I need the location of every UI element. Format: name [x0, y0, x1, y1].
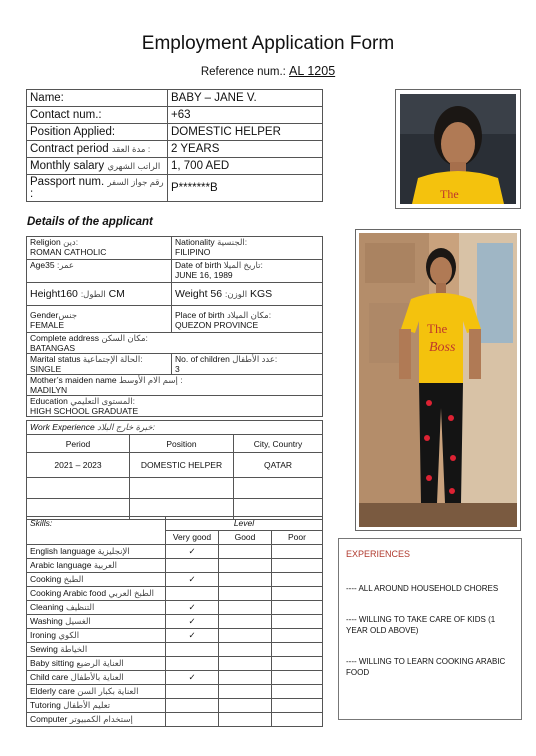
experience-item: ---- WILLING TO LEARN COOKING ARABIC FOOD [346, 657, 506, 677]
religion-value: ROMAN CATHOLIC [30, 247, 107, 257]
skill-level-cell [219, 629, 272, 643]
skill-level-cell [166, 699, 219, 713]
skill-row [27, 699, 323, 713]
summary-row-contact [27, 107, 323, 124]
work-col-period: Period [27, 435, 130, 453]
skill-name-cell [27, 699, 166, 713]
pob-value: QUEZON PROVINCE [175, 320, 259, 330]
skill-name: Ironing [30, 630, 56, 640]
skill-row [27, 713, 323, 727]
work-heading: Work Experience [30, 422, 95, 432]
reference-label: Reference num.: [200, 66, 286, 78]
level-good: Good [219, 531, 272, 545]
check-icon: ✓ [188, 546, 196, 556]
level-very-good: Very good [166, 531, 219, 545]
skill-name: English language [30, 546, 96, 556]
nationality-label-ar: الجنسية: [217, 237, 248, 247]
skill-level-cell [272, 629, 323, 643]
skill-level-cell [166, 685, 219, 699]
height-value: 160 CM [60, 288, 125, 300]
passport-label-colon: : [30, 188, 34, 200]
gender-cell [27, 306, 172, 333]
skill-name-ar: الطبخ [63, 574, 84, 584]
mother-value: MADILYN [30, 385, 68, 395]
salary-label: Monthly salary [30, 160, 105, 172]
work-col-city: City, Country [234, 435, 323, 453]
skill-name-cell [27, 545, 166, 559]
skill-level-cell [219, 713, 272, 727]
height-cell [27, 283, 172, 306]
shirt-text-boss: Boss [429, 340, 456, 355]
dob-cell [172, 260, 323, 283]
salary-value: 1, 700 AED [168, 158, 323, 175]
skill-row [27, 587, 323, 601]
children-cell [172, 354, 323, 375]
summary-row-passport [27, 175, 323, 202]
skill-name-cell [27, 587, 166, 601]
skill-name-cell [27, 685, 166, 699]
skill-name-cell [27, 671, 166, 685]
work-period: 2021 – 2023 [27, 453, 130, 478]
summary-row-salary [27, 158, 323, 175]
full-body-photo-image [359, 233, 517, 527]
reference-line [0, 64, 536, 78]
skill-level-cell [219, 573, 272, 587]
skill-row [27, 615, 323, 629]
skill-level-cell [219, 685, 272, 699]
work-experience-table [26, 420, 323, 520]
skill-name: Arabic language [30, 560, 92, 570]
skill-level-cell [272, 615, 323, 629]
skill-name-ar: العناية بالأطفال [70, 672, 124, 682]
experiences-box [338, 538, 522, 720]
check-icon: ✓ [188, 672, 196, 682]
skill-level-cell [272, 587, 323, 601]
summary-table [26, 89, 323, 202]
skill-level-cell [219, 643, 272, 657]
children-label-ar: عدد الأطفال: [232, 354, 278, 364]
skill-level-cell [166, 573, 219, 587]
skill-name: Cooking [30, 574, 62, 584]
pob-label: Place of birth [175, 310, 225, 320]
name-value: BABY – JANE V. [168, 90, 323, 107]
work-row [27, 478, 323, 499]
skill-level-cell [219, 545, 272, 559]
skill-name-ar: العناية الرضيع [76, 658, 124, 668]
skill-level-cell [219, 615, 272, 629]
contract-label: Contract period [30, 143, 109, 155]
nationality-label: Nationality [175, 237, 215, 247]
skill-name-ar: الغسيل [65, 616, 91, 626]
skill-name: Washing [30, 616, 63, 626]
skill-name-cell [27, 657, 166, 671]
age-label-ar: عمر: [56, 260, 75, 270]
skill-level-cell [219, 657, 272, 671]
work-city: QATAR [234, 453, 323, 478]
passport-label: Passport num. [30, 176, 105, 188]
experience-item: ---- WILLING TO TAKE CARE OF KIDS (1 YEAR OLD ABOVE) [346, 615, 496, 635]
applicant-full-body-photo [355, 229, 521, 531]
contact-label: Contact num.: [30, 109, 102, 121]
portrait-shirt-text: The [440, 187, 459, 201]
skill-row [27, 643, 323, 657]
age-value: 35 [45, 260, 55, 270]
skill-name-ar: العربية [93, 560, 118, 570]
education-label-ar: المستوى التعليمي: [70, 396, 135, 406]
weight-label-ar: الوزن: [225, 289, 248, 299]
skill-level-cell [166, 545, 219, 559]
skill-name: Sewing [30, 644, 58, 654]
skill-row [27, 573, 323, 587]
applicant-portrait-photo [395, 89, 521, 209]
skill-name-cell [27, 629, 166, 643]
level-poor: Poor [272, 531, 323, 545]
dob-label-ar: تاريخ الميلا: [223, 260, 263, 270]
summary-row-position [27, 124, 323, 141]
skill-row [27, 545, 323, 559]
skill-row [27, 657, 323, 671]
skill-name-cell [27, 601, 166, 615]
skill-row [27, 671, 323, 685]
address-value: BATANGAS [30, 343, 76, 353]
skill-level-cell [272, 601, 323, 615]
skill-level-cell [272, 671, 323, 685]
skill-name-ar: تعليم الأطفال [63, 700, 111, 710]
position-label: Position Applied: [30, 126, 116, 138]
skill-name: Child care [30, 672, 69, 682]
skill-level-cell [166, 657, 219, 671]
check-icon: ✓ [188, 616, 196, 626]
skill-level-cell [219, 699, 272, 713]
skill-name-ar: الخياطة [60, 644, 88, 654]
skill-level-cell [166, 629, 219, 643]
mother-cell [27, 375, 323, 396]
work-heading-ar: خبرة خارج البلاد: [97, 422, 155, 432]
shirt-text-the: The [427, 321, 448, 336]
check-icon: ✓ [188, 574, 196, 584]
skills-table [26, 516, 323, 727]
skill-level-cell [166, 559, 219, 573]
marital-label: Marital status [30, 354, 81, 364]
passport-label-ar: رقم جواز السفر [107, 177, 164, 187]
contract-value: 2 YEARS [168, 141, 323, 158]
skill-level-cell [166, 643, 219, 657]
skill-level-cell [272, 573, 323, 587]
summary-row-contract [27, 141, 323, 158]
religion-label: Religion [30, 237, 61, 247]
skill-row [27, 629, 323, 643]
skill-name-cell [27, 559, 166, 573]
religion-label-ar: دين: [63, 237, 79, 247]
details-table [26, 236, 323, 417]
experience-item: ---- ALL AROUND HOUSEHOLD CHORES [346, 584, 499, 593]
position-value: DOMESTIC HELPER [168, 124, 323, 141]
mother-label: Mother’s maiden name [30, 375, 117, 385]
height-label-ar: الطول: [80, 289, 106, 299]
skill-name: Cooking Arabic food [30, 588, 107, 598]
skill-name-ar: العناية بكبار السن [77, 686, 139, 696]
education-label: Education [30, 396, 68, 406]
skill-level-cell [272, 545, 323, 559]
skill-level-cell [272, 559, 323, 573]
address-label-ar: مكان السكن: [101, 333, 148, 343]
skill-name-cell [27, 643, 166, 657]
marital-label-ar: الحالة الإجتماعية: [82, 354, 143, 364]
form-title: Employment Application Form [141, 33, 395, 54]
contact-value: +63 [168, 107, 323, 124]
religion-cell [27, 237, 172, 260]
reference-number: AL 1205 [289, 64, 336, 78]
mother-label-ar: إسم الام الأوسط : [119, 375, 183, 385]
work-position: DOMESTIC HELPER [130, 453, 234, 478]
nationality-value: FILIPINO [175, 247, 211, 257]
age-cell [27, 260, 172, 283]
skill-level-cell [219, 671, 272, 685]
skill-level-cell [166, 713, 219, 727]
skill-level-cell [272, 699, 323, 713]
skill-level-cell [219, 587, 272, 601]
name-label: Name: [30, 92, 64, 104]
marital-value: SINGLE [30, 364, 62, 374]
summary-row-name [27, 90, 323, 107]
details-heading: Details of the applicant [27, 216, 153, 228]
skill-level-cell [219, 601, 272, 615]
work-period [27, 478, 130, 499]
pob-cell [172, 306, 323, 333]
work-position [130, 478, 234, 499]
skill-name-cell [27, 713, 166, 727]
skills-level-heading: Level [166, 517, 323, 531]
work-col-position: Position [130, 435, 234, 453]
skills-heading: Skills: [27, 517, 166, 545]
skill-name: Cleaning [30, 602, 64, 612]
education-cell [27, 396, 323, 417]
weight-label: Weight [175, 288, 208, 300]
skill-name-ar: إستخدام الكمبيوتر [69, 714, 133, 724]
skill-name-ar: الإنجليزية [97, 546, 130, 556]
portrait-photo-image [400, 94, 516, 204]
skill-level-cell [166, 587, 219, 601]
gender-value: FEMALE [30, 320, 65, 330]
address-cell [27, 333, 323, 354]
skill-name-ar: التنظيف [65, 602, 95, 612]
skill-level-cell [272, 643, 323, 657]
skill-level-cell [272, 713, 323, 727]
skill-name: Elderly care [30, 686, 75, 696]
skill-name: Computer [30, 714, 68, 724]
skill-level-cell [166, 615, 219, 629]
salary-label-ar: الراتب الشهري [107, 161, 161, 171]
nationality-cell [172, 237, 323, 260]
weight-cell [172, 283, 323, 306]
skill-level-cell [219, 559, 272, 573]
work-heading-cell [27, 421, 323, 435]
work-city [234, 478, 323, 499]
contract-label-ar: مدة العقد : [111, 144, 151, 154]
check-icon: ✓ [188, 630, 196, 640]
skill-level-cell [166, 671, 219, 685]
skill-row [27, 601, 323, 615]
height-label: Height [30, 288, 61, 300]
skill-name-ar: الطبخ العربي [108, 588, 154, 598]
check-icon: ✓ [188, 602, 196, 612]
gender-label: Gender [30, 310, 59, 320]
address-label: Complete address [30, 333, 99, 343]
skill-row [27, 559, 323, 573]
gender-label-ar: جنس [58, 310, 78, 320]
dob-value: JUNE 16, 1989 [175, 270, 233, 280]
marital-cell [27, 354, 172, 375]
work-row [27, 453, 323, 478]
skill-name-cell [27, 615, 166, 629]
skill-level-cell [272, 685, 323, 699]
experiences-heading: EXPERIENCES [346, 549, 411, 559]
pob-label-ar: مكان الميلاد: [227, 310, 272, 320]
children-value: 3 [175, 364, 180, 374]
age-label: Age [30, 260, 46, 270]
skill-name-cell [27, 573, 166, 587]
education-value: HIGH SCHOOL GRADUATE [30, 406, 139, 416]
passport-value: P*******B [168, 175, 323, 202]
skill-row [27, 685, 323, 699]
skill-name: Tutoring [30, 700, 61, 710]
children-label: No. of children [175, 354, 230, 364]
skill-name-ar: الكوي [58, 630, 80, 640]
skill-level-cell [166, 601, 219, 615]
skill-level-cell [272, 657, 323, 671]
dob-label: Date of birth [175, 260, 222, 270]
weight-value: 56 KGS [210, 288, 273, 300]
skill-name: Baby sitting [30, 658, 74, 668]
